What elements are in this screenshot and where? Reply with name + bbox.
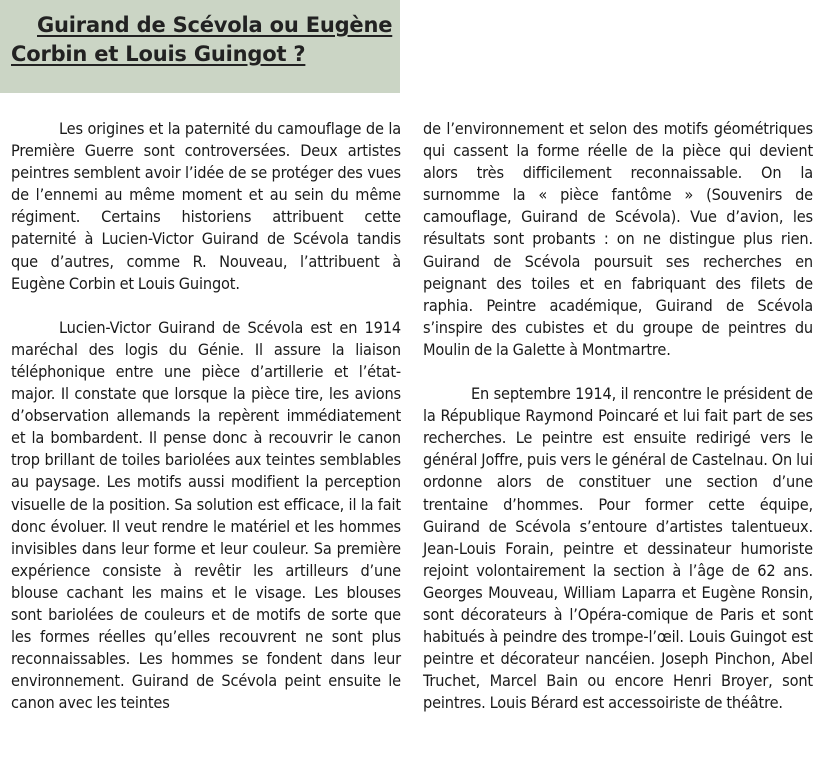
paragraph-origins: Les origines et la paternité du camouflage de la Première Guerre sont controversées. Deux artistes peintres semblent avoir l’idée de se protéger des vues de l’ennemi au même moment et au sein du même régiment. Certains historiens attribuent cette paternité à Lucien-Victor Guirand de Scévola tandis que d’autres, comme R. Nouveau, l’attribuent à Eugène Corbin et Louis Guingot. <box>11 119 401 293</box>
paragraph-continuation: de l’environnement et selon des motifs géométriques qui cassent la forme réelle de la pièce qui devient alors très difficilement reconnaissable. On la surnomme la « pièce fantôme » (Souvenirs de camouflage, Guirand de Scévola). Vue d’avion, les résultats sont probants : on ne distingue plus rien. Guirand de Scévola poursuit ses recherches en peignant des toiles et en fabriquant des filets de raphia. Peintre académique, Guirand de Scévola s’inspire des cubistes et du groupe de peintres du Moulin de la Galette à Montmartre. <box>423 119 813 359</box>
title-banner <box>0 0 400 93</box>
article-title-line-2: Corbin et Louis Guingot ? <box>11 42 306 66</box>
article-title-line-1: Guirand de Scévola ou Eugène <box>37 13 393 37</box>
left-text-column <box>11 118 401 714</box>
article-title <box>11 11 396 69</box>
right-text-column <box>423 118 813 714</box>
paragraph-september-1914: En septembre 1914, il rencontre le président de la République Raymond Poincaré et lui fait part de ses recherches. Le peintre est ensuite redirigé vers le général Joffre, puis vers le général de Castelnau. On lui ordonne alors de constituer une section d’une trentaine d’hommes. Pour former cette équipe, Guirand de Scévola s’entoure d’artistes talentueux. Jean-Louis Forain, peintre et dessinateur humoriste rejoint volontairement la section à l’âge de 62 ans. Georges Mouveau, William Laparra et Eugène Ronsin, sont décorateurs à l’Opéra-comique de Paris et sont habitués à peindre des trompe-l’œil. Louis Guingot est peintre et décorateur nancéien. Joseph Pinchon, Abel Truchet, Marcel Bain ou encore Henri Broyer, sont peintres. Louis Bérard est accessoiriste de théâtre. <box>423 384 813 713</box>
paragraph-guirand-1914: Lucien-Victor Guirand de Scévola est en 1914 maréchal des logis du Génie. Il assure la liaison téléphonique entre une pièce d’artillerie et l’état-major. Il constate que lorsque la pièce tire, les avions d’observation allemands la repèrent immédiatement et la bombardent. Il pense donc à recouvrir le canon trop brillant de toiles bariolées aux teintes semblables au paysage. Les motifs aussi modifient la perception visuelle de la position. Sa solution est efficace, il la fait donc évoluer. Il veut rendre le matériel et les hommes invisibles dans leur forme et leur couleur. Sa première expérience consiste à revêtir les artilleurs d’une blouse cachant les mains et le visage. Les blouses sont bariolées de couleurs et de motifs de sorte que les formes réelles qu’elles recouvrent ne sont plus reconnaissables. Les hommes se fondent dans leur environnement. Guirand de Scévola peint ensuite le canon avec les teintes <box>11 317 401 713</box>
